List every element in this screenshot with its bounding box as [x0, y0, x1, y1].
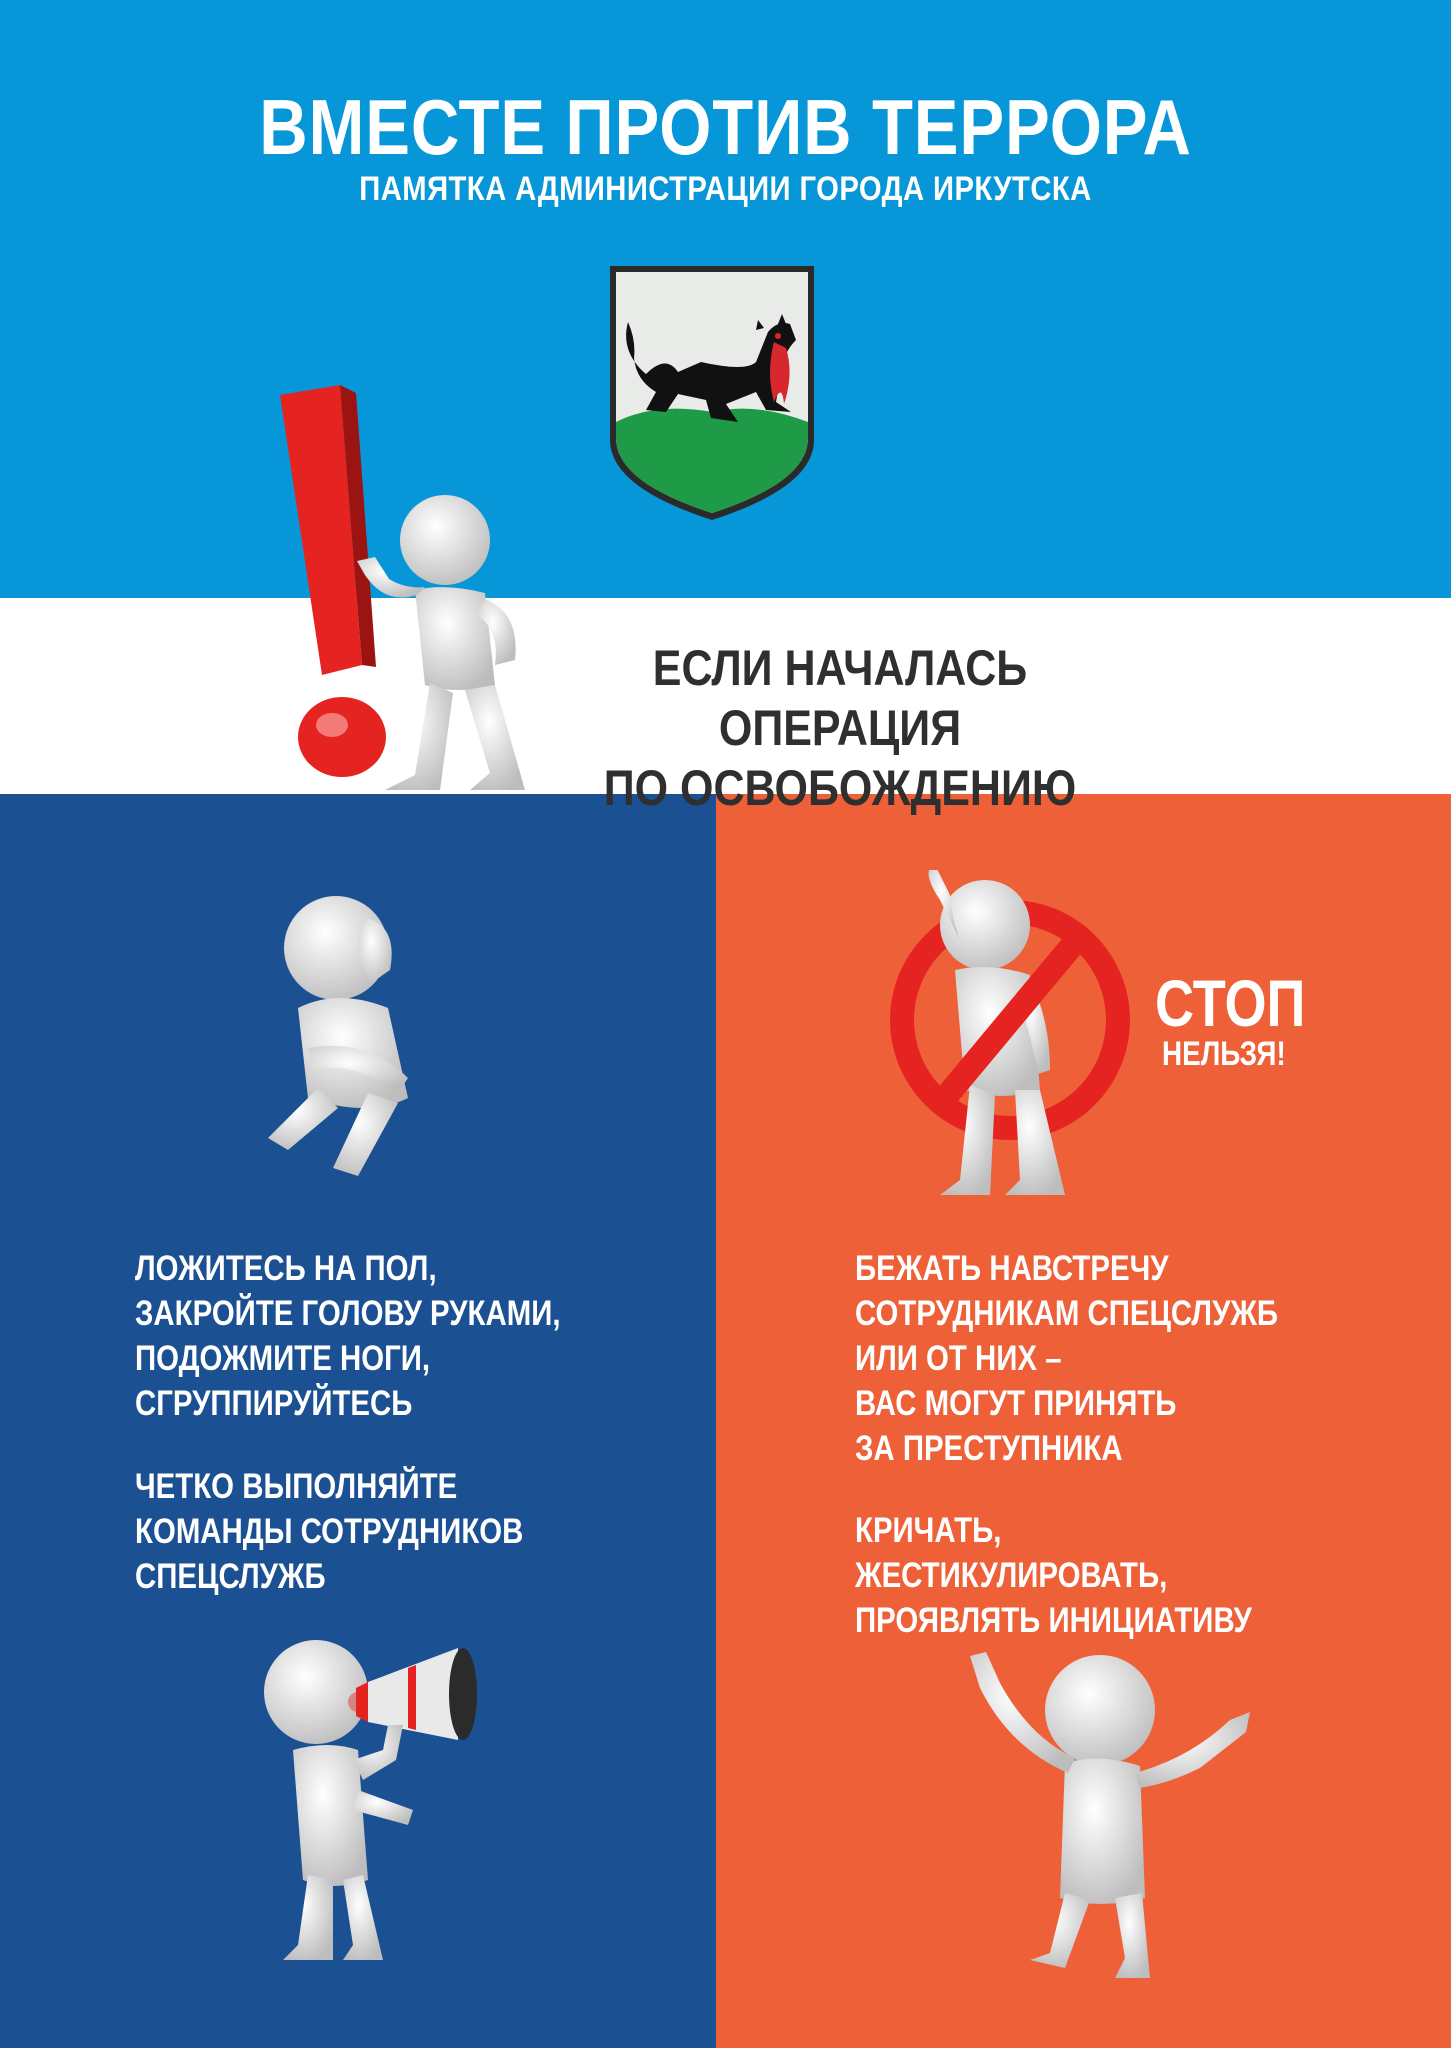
- heading-line-2: ПО ОСВОБОЖДЕНИЮ: [603, 760, 1077, 816]
- text-line: ЛОЖИТЕСЬ НА ПОЛ,: [135, 1249, 437, 1288]
- stop-word: СТОП: [1155, 966, 1306, 1040]
- text-line: СГРУППИРУЙТЕСЬ: [135, 1384, 413, 1423]
- heading-line-1: ЕСЛИ НАЧАЛАСЬ ОПЕРАЦИЯ: [652, 640, 1028, 756]
- text-line: ЧЕТКО ВЫПОЛНЯЙТЕ: [135, 1467, 458, 1506]
- text-line: ПОДОЖМИТЕ НОГИ,: [135, 1339, 431, 1378]
- right-text-block-1: [855, 1246, 1278, 1471]
- text-line: ИЛИ ОТ НИХ –: [855, 1339, 1062, 1378]
- text-line: ЗА ПРЕСТУПНИКА: [855, 1429, 1123, 1468]
- section-heading: [565, 638, 1115, 818]
- right-text-block-2: [855, 1508, 1252, 1643]
- prohibition-sign-icon: [880, 870, 1140, 1200]
- text-line: ПРОЯВЛЯТЬ ИНИЦИАТИВУ: [855, 1601, 1252, 1640]
- figure-crouching-icon: [258, 888, 448, 1188]
- text-line: ВАС МОГУТ ПРИНЯТЬ: [855, 1384, 1177, 1423]
- text-line: ЗАКРОЙТЕ ГОЛОВУ РУКАМИ,: [135, 1294, 561, 1333]
- text-line: СОТРУДНИКАМ СПЕЦСЛУЖБ: [855, 1294, 1279, 1333]
- left-text-block-1: [135, 1246, 561, 1426]
- text-line: КОМАНДЫ СОТРУДНИКОВ: [135, 1512, 524, 1551]
- text-line: БЕЖАТЬ НАВСТРЕЧУ: [855, 1249, 1169, 1288]
- text-line: СПЕЦСЛУЖБ: [135, 1557, 326, 1596]
- figure-leaning-icon: [345, 495, 555, 795]
- stop-subtitle: НЕЛЬЗЯ!: [1162, 1035, 1286, 1073]
- text-line: КРИЧАТЬ,: [855, 1511, 1002, 1550]
- poster-title: ВМЕСТЕ ПРОТИВ ТЕРРОРА: [259, 83, 1192, 171]
- poster-subtitle: ПАМЯТКА АДМИНИСТРАЦИИ ГОРОДА ИРКУТСКА: [359, 170, 1092, 208]
- figure-waving-icon: [950, 1648, 1250, 1978]
- text-line: ЖЕСТИКУЛИРОВАТЬ,: [855, 1556, 1168, 1595]
- left-text-block-2: [135, 1464, 523, 1599]
- irkutsk-coat-of-arms-icon: [606, 262, 818, 524]
- megaphone-icon: [258, 1630, 498, 1965]
